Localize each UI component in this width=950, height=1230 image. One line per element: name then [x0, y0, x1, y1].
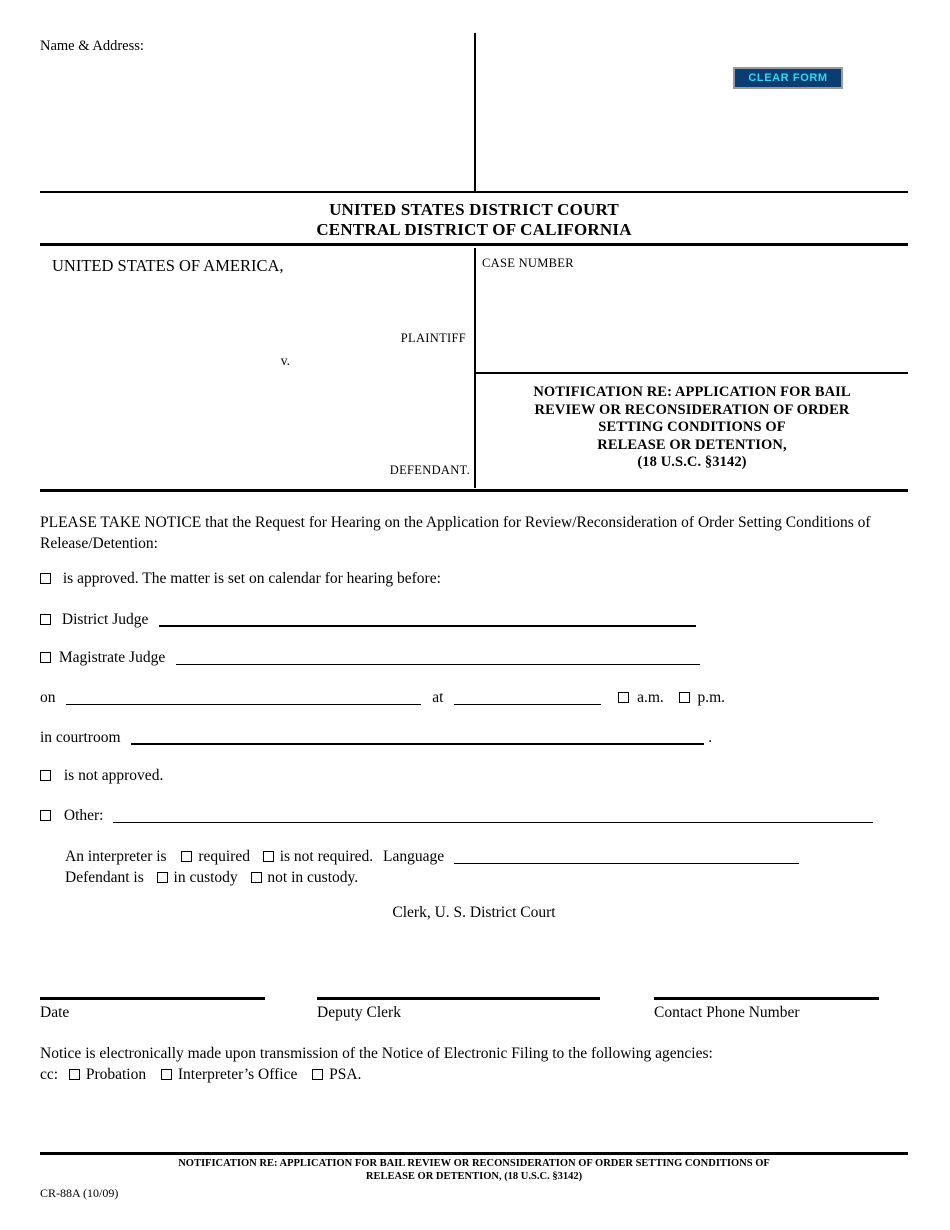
district-judge-input[interactable]: [159, 613, 696, 627]
magistrate-judge-input[interactable]: [176, 652, 700, 665]
probation-checkbox[interactable]: [69, 1069, 80, 1080]
form-number: CR-88A (10/09): [40, 1186, 119, 1200]
interpreters-office-label: Interpreter’s Office: [177, 1066, 298, 1083]
plaintiff-name: UNITED STATES OF AMERICA,: [52, 256, 284, 275]
versus-label: v.: [280, 353, 290, 368]
psa-checkbox[interactable]: [312, 1069, 323, 1080]
district-judge-checkbox[interactable]: [40, 614, 51, 625]
interpreter-not-required-checkbox[interactable]: [263, 851, 274, 862]
footer-title: [40, 1157, 908, 1183]
interpreter-row: [65, 846, 799, 867]
footer-rule: [40, 1152, 908, 1155]
other-row: [40, 807, 873, 825]
notice-paragraph: PLEASE TAKE NOTICE that the Request for Hearing on the Application for Review/Reconsideration of Order Setting Conditions of Release/Detention:: [40, 514, 871, 552]
name-address-bottom-rule: [40, 191, 908, 193]
district-judge-label: District Judge: [61, 611, 149, 628]
name-address-label: Name & Address:: [40, 38, 144, 54]
caption-bottom-rule: [40, 489, 908, 492]
deputy-clerk-label: Deputy Clerk: [317, 1004, 401, 1021]
am-label: a.m.: [637, 689, 664, 706]
document-title-line-2: REVIEW OR RECONSIDERATION OF ORDER: [534, 401, 850, 418]
other-checkbox[interactable]: [40, 810, 51, 821]
language-input[interactable]: [454, 851, 799, 864]
court-header-line-2: CENTRAL DISTRICT OF CALIFORNIA: [316, 220, 632, 239]
document-title: [480, 384, 904, 472]
pm-label: p.m.: [697, 689, 726, 706]
interpreter-not-required-label: is not required.: [279, 848, 374, 865]
date-time-row: [40, 689, 725, 707]
interpreters-office-checkbox[interactable]: [161, 1069, 172, 1080]
court-header-bottom-rule: [40, 243, 908, 246]
case-number-label: CASE NUMBER: [482, 256, 574, 270]
not-approved-checkbox[interactable]: [40, 770, 51, 781]
not-approved-row: [40, 767, 163, 785]
not-in-custody-label: not in custody.: [267, 869, 359, 886]
am-checkbox[interactable]: [618, 692, 629, 703]
language-label: Language: [383, 848, 445, 865]
on-label: on: [40, 689, 56, 706]
in-custody-checkbox[interactable]: [157, 872, 168, 883]
pm-checkbox[interactable]: [679, 692, 690, 703]
date-label: Date: [40, 1004, 70, 1021]
magistrate-judge-row: [40, 649, 700, 667]
electronic-notice-text: Notice is electronically made upon transmission of the Notice of Electronic Filing to the following agencies:: [40, 1045, 713, 1062]
document-title-line-3: SETTING CONDITIONS OF: [598, 419, 786, 435]
footer-title-line-1: NOTIFICATION RE: APPLICATION FOR BAIL REVIEW OR RECONSIDERATION OF ORDER SETTING CONDITIONS OF: [178, 1158, 770, 1169]
document-title-line-1: NOTIFICATION RE: APPLICATION FOR BAIL: [533, 384, 851, 400]
defendant-label: DEFENDANT.: [389, 463, 470, 477]
courtroom-label: in courtroom: [40, 729, 121, 746]
hearing-time-input[interactable]: [454, 692, 601, 705]
clear-form-button[interactable]: CLEAR FORM: [733, 67, 843, 89]
approved-checkbox[interactable]: [40, 573, 51, 584]
deputy-clerk-signature-rule[interactable]: [317, 997, 600, 1000]
court-header: [40, 200, 908, 240]
interpreter-prefix-label: An interpreter is: [65, 848, 167, 865]
at-label: at: [432, 689, 444, 706]
document-title-line-4: RELEASE OR DETENTION,: [597, 436, 787, 453]
magistrate-judge-label: Magistrate Judge: [58, 649, 166, 666]
footer-title-line-2: RELEASE OR DETENTION, (18 U.S.C. §3142): [365, 1171, 583, 1182]
electronic-notice-block: [40, 1043, 920, 1085]
contact-phone-rule[interactable]: [654, 997, 879, 1000]
caption-vertical-divider: [474, 248, 476, 488]
caption-middle-rule: [474, 372, 908, 374]
interpreter-required-label: required: [198, 848, 250, 865]
courtroom-input[interactable]: [131, 731, 704, 745]
district-judge-row: [40, 611, 696, 629]
approved-label: is approved. The matter is set on calendar for hearing before:: [62, 570, 441, 587]
custody-row: [65, 867, 799, 888]
interpreter-custody-block: [65, 846, 799, 888]
psa-label: PSA.: [329, 1066, 362, 1083]
other-label: Other:: [63, 807, 104, 824]
caption-top-vertical-divider: [474, 33, 476, 191]
not-approved-label: is not approved.: [63, 767, 164, 784]
date-signature-rule[interactable]: [40, 997, 265, 1000]
court-header-line-1: UNITED STATES DISTRICT COURT: [329, 200, 619, 219]
courtroom-row: [40, 729, 712, 747]
hearing-date-input[interactable]: [66, 692, 421, 705]
document-title-line-5: (18 U.S.C. §3142): [637, 454, 747, 470]
interpreter-required-checkbox[interactable]: [181, 851, 192, 862]
cc-label: cc:: [40, 1066, 59, 1083]
plaintiff-label: PLAINTIFF: [400, 331, 466, 345]
in-custody-label: in custody: [173, 869, 238, 886]
not-in-custody-checkbox[interactable]: [251, 872, 262, 883]
contact-phone-label: Contact Phone Number: [654, 1004, 800, 1021]
clerk-signature-label: Clerk, U. S. District Court: [392, 904, 556, 921]
cc-row: [40, 1064, 920, 1085]
courtroom-period: .: [708, 729, 713, 746]
probation-label: Probation: [85, 1066, 147, 1083]
other-input[interactable]: [113, 810, 873, 823]
magistrate-judge-checkbox[interactable]: [40, 652, 51, 663]
approved-row: [40, 570, 441, 588]
defendant-prefix-label: Defendant is: [65, 869, 144, 886]
